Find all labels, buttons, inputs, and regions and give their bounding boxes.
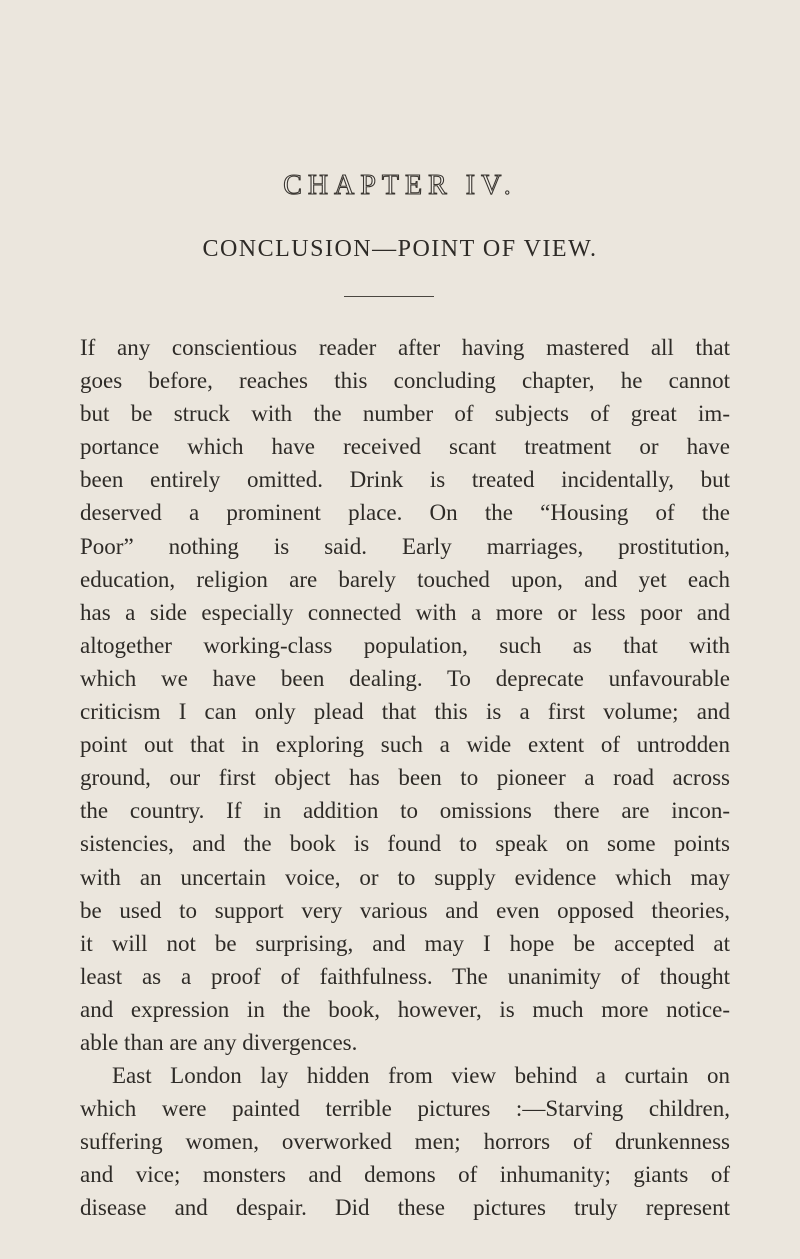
text-line: has a side especially connected with a more or less poor and xyxy=(80,599,730,625)
text-line: which were painted terrible pictures :—Starving children, xyxy=(80,1096,730,1122)
text-line: education, religion are barely touched upon, and yet each xyxy=(80,566,730,592)
text-line: ground, our first object has been to pioneer a road across xyxy=(80,765,730,791)
text-line: least as a proof of faithfulness. The unanimity of thought xyxy=(80,963,730,989)
text-line: and vice; monsters and demons of inhumanity; giants of xyxy=(80,1162,730,1188)
text-line: point out that in exploring such a wide extent of untrodden xyxy=(80,732,730,758)
section-divider xyxy=(344,296,434,297)
text-line: disease and despair. Did these pictures truly represent xyxy=(80,1195,730,1221)
text-line: sistencies, and the book is found to speak on some points xyxy=(80,831,730,857)
chapter-subtitle: CONCLUSION—POINT OF VIEW. xyxy=(202,236,598,262)
text-line: which we have been dealing. To deprecate unfavourable xyxy=(80,665,730,691)
text-line: altogether working-class population, such as that with xyxy=(80,632,730,658)
text-line: East London lay hidden from view behind a curtain on xyxy=(112,1063,730,1089)
text-line: been entirely omitted. Drink is treated incidentally, but xyxy=(80,467,730,493)
text-line: but be struck with the number of subjects of great im- xyxy=(80,401,730,427)
chapter-body xyxy=(80,331,730,1225)
text-line: the country. If in addition to omissions there are incon- xyxy=(80,798,730,824)
text-line: deserved a prominent place. On the “Housing of the xyxy=(80,500,730,526)
text-line: portance which have received scant treatment or have xyxy=(80,434,730,460)
text-line: If any conscientious reader after having mastered all that xyxy=(80,335,730,360)
paragraph-1 xyxy=(80,331,730,1059)
chapter-heading: CHAPTER IV. xyxy=(283,170,517,201)
text-line: with an uncertain voice, or to supply evidence which may xyxy=(80,864,730,890)
paragraph-2 xyxy=(80,1059,730,1224)
text-line: and expression in the book, however, is much more notice- xyxy=(80,996,730,1022)
text-line: Poor” nothing is said. Early marriages, prostitution, xyxy=(80,533,730,559)
text-line: goes before, reaches this concluding chapter, he cannot xyxy=(80,368,730,394)
text-line: suffering women, overworked men; horrors of drunkenness xyxy=(80,1129,730,1155)
text-line: be used to support very various and even opposed theories, xyxy=(80,897,730,923)
text-line: criticism I can only plead that this is a first volume; and xyxy=(80,699,730,725)
text-line: able than are any divergences. xyxy=(80,1029,358,1055)
text-line: it will not be surprising, and may I hope be accepted at xyxy=(80,930,730,956)
